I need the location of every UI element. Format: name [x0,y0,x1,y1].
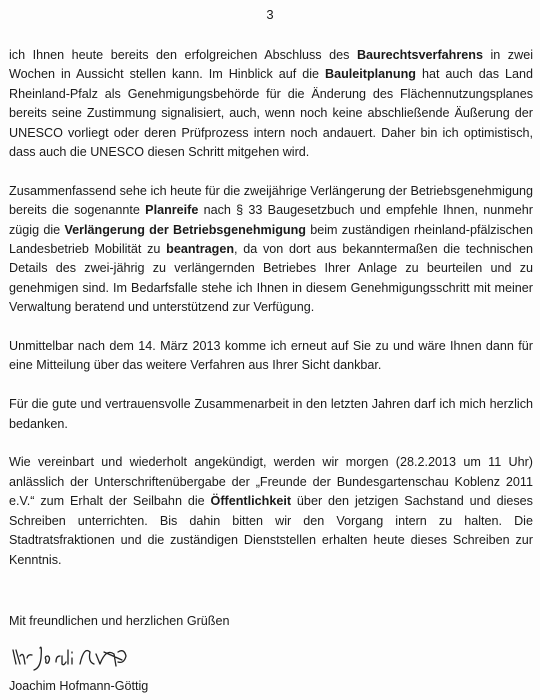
paragraph [9,395,533,434]
paragraph-text: in zwei Wochen in Aussicht stellen kann. Im Hinblick auf die [9,48,533,82]
emphasized-text: Verlängerung der Betriebsgenehmigung [64,222,306,237]
closing-salutation: Mit freundlichen und herzlichen Grüßen [9,614,230,628]
page-number: 3 [266,7,274,22]
emphasized-text: Öffentlichkeit [210,494,292,509]
handwritten-signature [10,634,150,680]
paragraph-text: Für die gute und vertrauensvolle Zusammenarbeit in den letzten Jahren darf ich mich herzlich bedanken. [9,397,533,431]
paragraph [9,453,533,569]
paragraph [9,337,533,376]
emphasized-text: beantragen [166,242,235,257]
emphasized-text: Baurechtsverfahrens [356,48,483,62]
paragraph-text: ich Ihnen heute bereits den erfolgreichen Abschluss des [9,48,357,62]
signer-name: Joachim Hofmann-Göttig [9,679,149,693]
paragraph [9,182,533,318]
paragraph-text: beim zuständigen rheinland-pfälzischen Landesbetrieb Mobilität zu [9,222,533,257]
emphasized-text: Bauleitplanung [325,67,416,82]
paragraph-text: hat auch das Land Rheinland-Pfalz als Genehmigungsbehörde für die Änderung des Flächennutzungsplanes bereits seine Zustimmung signalisiert, auch, wenn noch keine abschließende Äußerung der UNESCO vorliegt oder deren Prüfprozess intern noch andauert. Daher bin ich optimistisch, dass auch die UNESCO diesen Schritt mitgehen wird. [9,67,533,160]
paragraph-text: nach § 33 Baugesetzbuch und empfehle Ihnen, nunmehr zügig die [9,203,533,237]
paragraph-text: Wie vereinbart und wiederholt angekündigt, werden wir morgen (28.2.2013 um 11 Uhr) anlässlich der Unterschriftenübergabe der „Freunde der Bundesgartenschau Koblenz 2011 e.V.“ zum Erhalt der Seilbahn die [9,455,533,509]
paragraph-text: über den jetzigen Sachstand und dieses Schreiben unterrichten. Bis dahin bitten wir den Vorgang intern zu halten. Die Stadtratsfraktionen und die zuständigen Dienststellen erhalten heute dieses Schreiben zur Kenntnis. [9,494,533,567]
paragraph-text: Zusammenfassend sehe ich heute für die zweijährige Verlängerung der Betriebsgenehmigung bereits die sogenannte [9,183,533,218]
letter-body [9,46,533,589]
paragraph-text: Unmittelbar nach dem 14. März 2013 komme ich erneut auf Sie zu und wäre Ihnen dann für eine Mitteilung über das weitere Verfahren aus Ihrer Sicht dankbar. [9,339,533,373]
paragraph-text: , da von dort aus bekanntermaßen die technischen Details des zwei-jährig zu verlängernden Betriebes Ihrer Anlage zu beurteilen und zu genehmigen sind. Im Bedarfsfalle stehe ich Ihnen in diesem Genehmigungsschritt mit meiner Verwaltung beratend und unterstützend zur Verfügung. [9,242,533,315]
emphasized-text: Planreife [145,203,199,218]
paragraph [9,46,533,162]
